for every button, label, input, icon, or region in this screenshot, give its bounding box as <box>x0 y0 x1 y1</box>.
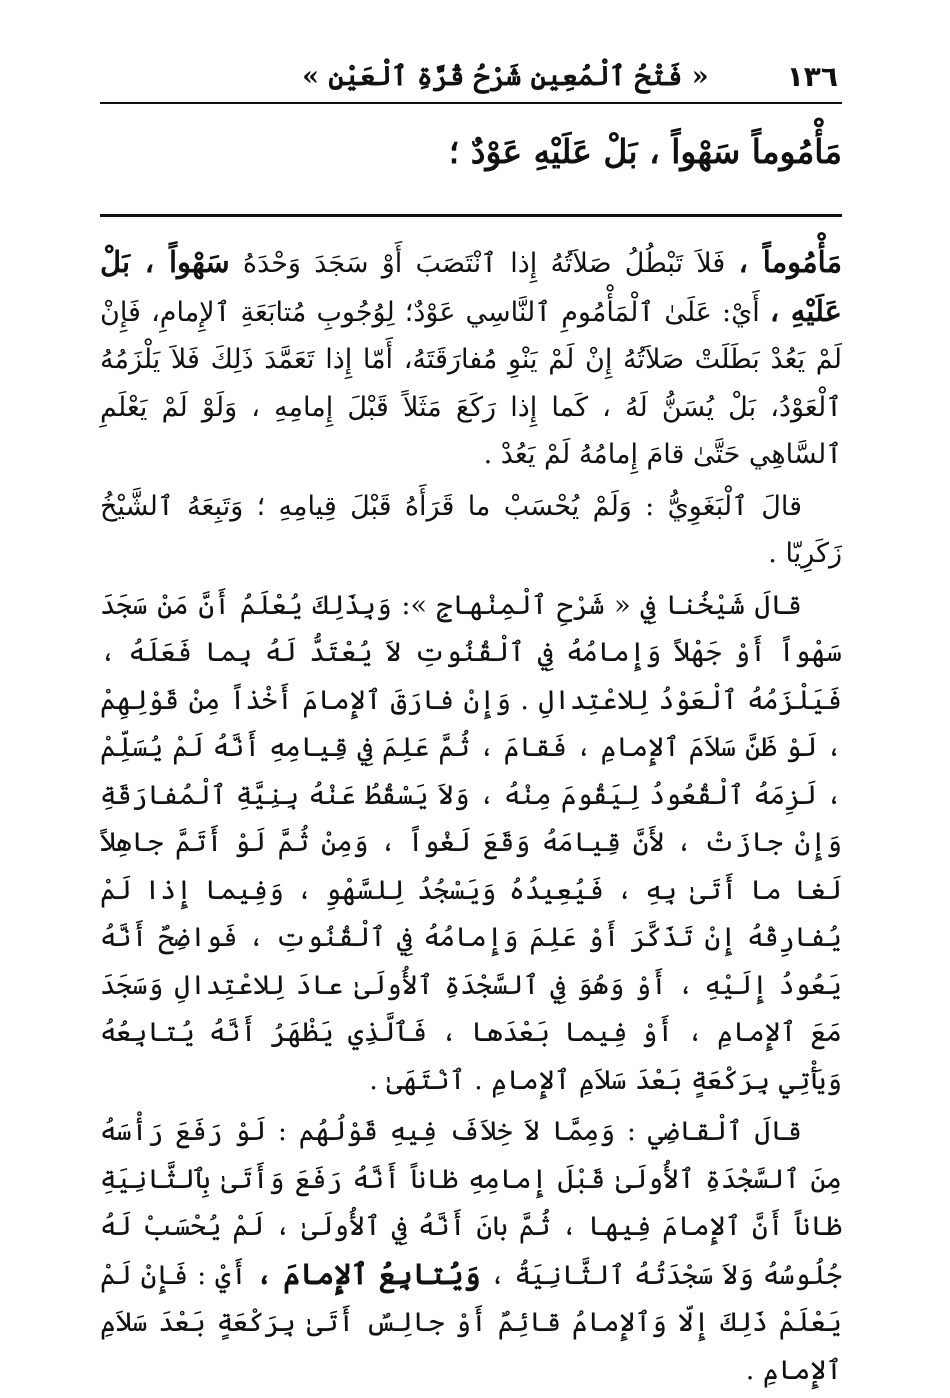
paragraph-3 <box>100 582 842 1105</box>
page-number: ١٣٦ <box>786 59 838 93</box>
paragraph-text: قالَ شَيْخُنا فِي « شَرْحِ ٱلْمِنْهاجِ »: وَبِذَلِكَ يُعْلَمُ أَنَّ مَنْ سَجَدَ سَهْواً أَوْ جَهْلاً وَإِمامُهُ فِي ٱلْقُنُوتِ لاَ يُعْتَدُّ لَهُ بِما فَعَلَهُ ، فَيَلْزَمُهُ ٱلْعَوْدُ لِلاعْتِدالِ . وَإِنْ فارَقَ ٱلإِمامَ أَخْذاً مِنْ قَوْلِهِمْ ، لَوْ ظَنَّ سَلاَمَ ٱلإِمامِ ، فَقامَ ، ثُمَّ عَلِمَ فِي قِيامِهِ أَنَّهُ لَمْ يُسَلِّمْ ، لَزِمَهُ ٱلْقُعُودُ لِيَقُومَ مِنْهُ ، وَلاَ يَسْقُطُ عَنْهُ بِنِيَّةِ ٱلْمُفارَقَةِ وَإِنْ جازَتْ ، لأَنَّ قِيامَهُ وَقَعَ لَغْواً ، وَمِنْ ثُمَّ لَوْ أَتَمَّ جاهِلاً لَغا ما أَتَىٰ بِهِ ، فَيُعِيدُهُ وَيَسْجُدُ لِلسَّهْوِ ، وَفِيما إِذا لَمْ يُفارِقْهُ إِنْ تَذَكَّرَ أَوْ عَلِمَ وَإِمامُهُ فِي ٱلْقُنُوتِ ، فَواضِحٌ أَنَّهُ يَعُودُ إِلَيْهِ ، أَوْ وَهُوَ فِي ٱلسَّجْدَةِ ٱلأُولَىٰ عادَ لِلاعْتِدالِ وَسَجَدَ مَعَ ٱلإِمامِ ، أَوْ فِيما بَعْدَها ، فَٱلَّذِي يَظْهَرُ أَنَّهُ يُتابِعُهُ وَيَأْتِي بِرَكْعَةٍ بَعْدَ سَلاَمِ ٱلإِمامِ . ٱنْتَهَىٰ . <box>100 589 842 1096</box>
matn-text: مَأْمُوماً سَهْواً ، بَلْ عَلَيْهِ عَوْدٌ ؛ <box>448 132 842 171</box>
commentary-text <box>100 239 842 1394</box>
paragraph-text: أَيْ: عَلَىٰ ٱلْمَأْمُومِ ٱلنَّاسِي عَوْدٌ؛ لِوُجُوبِ مُتابَعَةِ ٱلإِمامِ، فَإِنْ لَمْ يَعُدْ بَطَلَتْ صَلاَتُهُ إِنْ لَمْ يَنْوِ مُفارَقَتَهُ، أَمّا إِذا تَعَمَّدَ ذَلِكَ فَلاَ يَلْزَمُهُ ٱلْعَوْدُ، بَلْ يُسَنُّ لَهُ ، كَما إِذا رَكَعَ مَثَلاً قَبْلَ إِمامِهِ ، وَلَوْ لَمْ يَعْلَمِ ٱلسَّاهِي حَتَّىٰ قامَ إِمامُهُ لَمْ يَعُدْ . <box>100 296 842 470</box>
paragraph-1 <box>100 239 842 479</box>
matn-quote: مَأْمُوماً ، <box>738 245 842 279</box>
running-title: « فَتْحُ ٱلْمُعِينِ شَرْحُ قُرَّةِ ٱلْعَيْنِ » <box>302 60 709 92</box>
running-header <box>100 50 842 104</box>
paragraph-text: قالَ ٱلْقاضِي : وَمِمَّا لاَ خِلاَفَ فِيهِ قَوْلُهُم : لَوْ رَفَعَ رَأْسَهُ مِنَ ٱلسَّجْدَةِ ٱلأُولَىٰ قَبْلَ إِمامِهِ ظاناً أَنَّهُ رَفَعَ وَأَتَىٰ بِٱلثَّانِيَةِ ظاناً أَنَّ ٱلإِمامَ فِيها ، ثُمَّ بانَ أَنَّهُ فِي ٱلأُولَىٰ ، لَمْ يُحْسَبْ لَهُ جُلُوسُهُ وَلاَ سَجْدَتُهُ ٱلثَّانِيَةُ ، <box>100 1116 842 1291</box>
book-page <box>100 50 842 1398</box>
section-divider <box>100 214 842 217</box>
matn-quote: وَيُتابِعُ ٱلإِمامَ ، <box>255 1256 481 1291</box>
paragraph-text: فَلاَ تَبْطُلُ صَلاَتُهُ إِذا ٱنْتَصَبَ أَوْ سَجَدَ وَحْدَهُ <box>229 248 739 279</box>
paragraph-4 <box>100 1108 842 1394</box>
paragraph-text: أَيْ : فَإِنْ لَمْ يَعْلَمْ ذَلِكَ إِلّا وَٱلإِمامُ قائِمٌ أَوْ جالِسٌ أَتَىٰ بِرَكْعَةٍ بَعْدَ سَلاَمِ ٱلإِمامِ . <box>100 1259 842 1386</box>
paragraph-text: قالَ ٱلْبَغَوِيُّ : وَلَمْ يُحْسَبْ ما قَرَأَهُ قَبْلَ قِيامِهِ ؛ وَتَبِعَهُ ٱلشَّيْخُ زَكَرِيّا . <box>100 490 842 569</box>
paragraph-2 <box>100 483 842 578</box>
matn-quote: سَهْواً ، بَلْ عَلَيْهِ ، <box>100 245 842 328</box>
